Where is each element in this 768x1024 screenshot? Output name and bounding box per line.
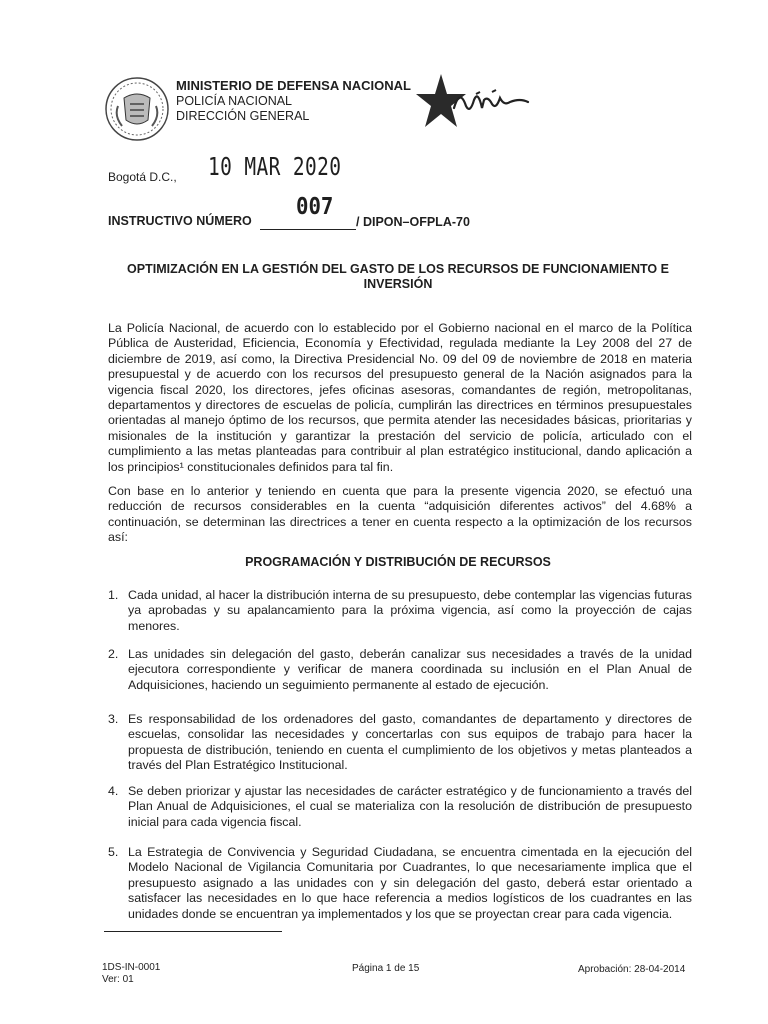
list-item — [108, 712, 692, 774]
item-text: La Estrategia de Convivencia y Seguridad Ciudadana, se encuentra cimentada en la ejecución del Modelo Nacional de Vigilancia Comunitaria por Cuadrantes, lo que necesariamente implica que el presupuesto asignado a las unidades con y sin delegación del gasto, deberá estar orientado a satisfacer las necesidades en lo que hace referencia a medios logísticos de los cuadrantes en las unidades donde se encuentran ya implementados y los que se proyectan crear para cada vigencia. — [128, 845, 692, 921]
doc-code: 1DS-IN-0001 — [102, 962, 161, 973]
doc-version: Ver: 01 — [102, 974, 134, 985]
item-text: Se deben priorizar y ajustar las necesidades de carácter estratégico y de funcionamiento a través del Plan Anual de Adquisiciones, el cual se materializa con la resolución de distribución de presupuesto inicial para cada vigencia fiscal. — [128, 784, 692, 829]
document-title: OPTIMIZACIÓN EN LA GESTIÓN DEL GASTO DE LOS RECURSOS DE FUNCIONAMIENTO E INVERSIÓN — [127, 262, 669, 291]
item-number: 3. — [108, 712, 119, 726]
footer-doc-info — [102, 962, 160, 986]
institution-header — [176, 78, 411, 125]
list-item — [108, 588, 692, 634]
instructivo-underline — [260, 229, 356, 230]
item-number: 2. — [108, 647, 119, 661]
list-item — [108, 845, 692, 922]
city-label: Bogotá D.C., — [108, 170, 177, 184]
page-number: Página 1 de 15 — [352, 963, 420, 974]
approval-date: Aprobación: 28-04-2014 — [578, 964, 686, 975]
police-seal-icon — [104, 76, 170, 142]
section-heading: PROGRAMACIÓN Y DISTRIBUCIÓN DE RECURSOS — [245, 555, 551, 569]
instructivo-label: INSTRUCTIVO NÚMERO — [108, 214, 252, 228]
item-number: 5. — [108, 845, 119, 859]
item-number: 4. — [108, 784, 119, 798]
instructivo-number: 007 — [296, 194, 334, 220]
instructivo-suffix: / DIPON–OFPLA-70 — [356, 215, 470, 229]
context-paragraph: Con base en lo anterior y teniendo en cuenta que para la presente vigencia 2020, se efectuó una reducción de recursos considerables en la cuenta “adquisición diferentes activos” del 4.68% a continuación, se determinan las directrices a tener en cuenta respecto a la optimización de los recursos así: — [108, 484, 692, 545]
ministry-name: MINISTERIO DE DEFENSA NACIONAL — [176, 78, 411, 93]
police-name: POLICÍA NACIONAL — [176, 93, 293, 108]
directorate-name: DIRECCIÓN GENERAL — [176, 109, 310, 123]
list-item — [108, 784, 692, 830]
intro-paragraph: La Policía Nacional, de acuerdo con lo establecido por el Gobierno nacional en el marco de la Política Pública de Austeridad, Eficiencia, Economía y Efectividad, regulada mediante la Ley 2008 del 27 de diciembre de 2019, así como, la Directiva Presidencial No. 09 del 09 de noviembre de 2018 en materia presupuestal y de acuerdo con los recursos del presupuesto general de la Nación asignados para la vigencia fiscal 2020, los directores, jefes oficinas asesoras, comandantes de región, metropolitanas, departamentos y directores de escuelas de policía, cumplirán las directrices en términos presupuestales orientadas al manejo óptimo de los recursos, que permita atender las necesidades básicas, prioritarias y misionales de la institución y garantizar la prestación del servicio de policía, articulado con el cumplimiento a las metas planteadas para contribuir al plan estratégico institucional, dando aplicación a los principios¹ constitucionales definidos para tal fin. — [108, 321, 692, 474]
item-number: 1. — [108, 588, 119, 602]
handwritten-signature — [440, 78, 530, 122]
list-item — [108, 647, 692, 693]
date-stamp: 10 MAR 2020 — [208, 152, 342, 181]
item-text: Las unidades sin delegación del gasto, deberán canalizar sus necesidades a través de la unidad ejecutora correspondiente y verificar de manera coordinada su inclusión en el Plan Anual de Adquisiciones, haciendo un seguimiento permanente al estado de ejecución. — [128, 647, 692, 692]
item-text: Es responsabilidad de los ordenadores del gasto, comandantes de departamento y directores de escuelas, consolidar las necesidades y concertarlas con sus equipos de trabajo para hacer la propuesta de distribución, teniendo en cuenta el cumplimiento de los objetivos y metas planteados a través del Plan Estratégico Institucional. — [128, 712, 692, 773]
item-text: Cada unidad, al hacer la distribución interna de su presupuesto, debe contemplar las vigencias futuras ya aprobadas y su apalancamiento para la próxima vigencia, así como la proyección de cajas menores. — [128, 588, 692, 633]
footnote-divider — [104, 931, 282, 932]
